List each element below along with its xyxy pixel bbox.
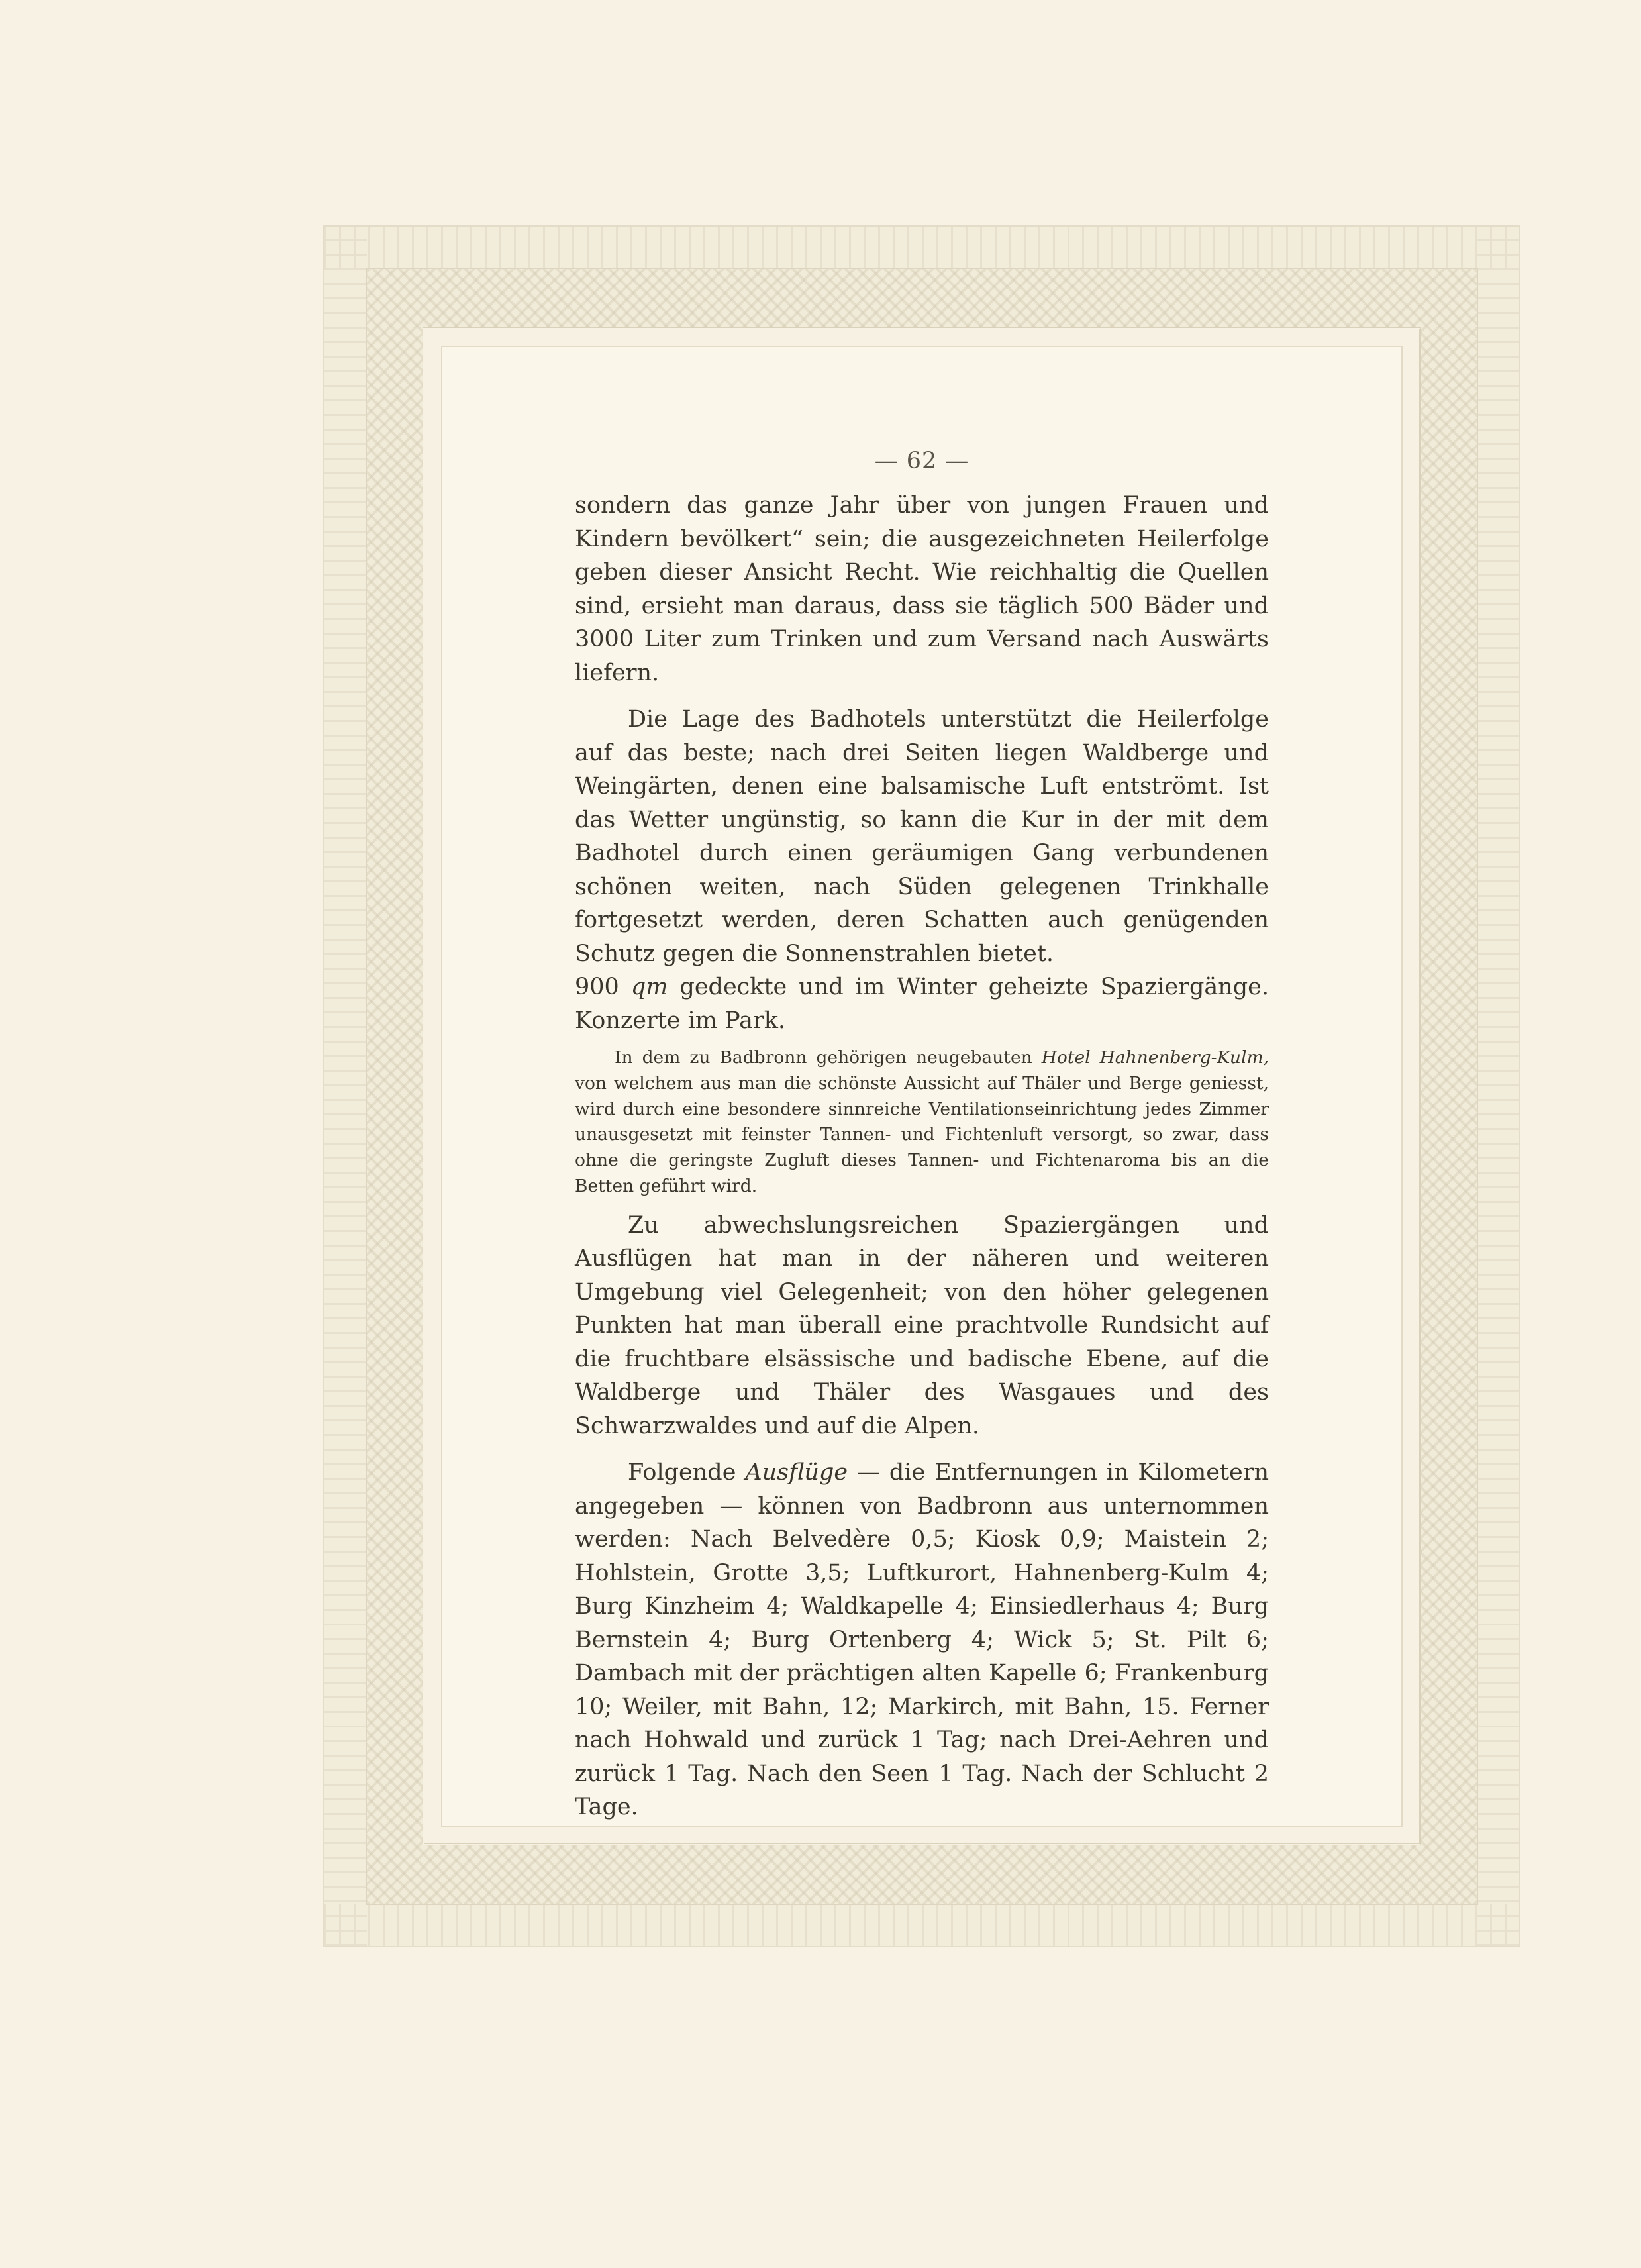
- paragraph-3: Zu abwechslungsreichen Spaziergängen und Ausflügen hat man in der näheren und weiteren Umgebung viel Gelegenheit; von den höher gelegenen Punkten hat man überall eine prachtvolle Rundsicht auf die fruchtbare elsässische und badische Ebene, auf die Waldberge und Thäler des Wasgaues und des Schwarzwaldes und auf die Alpen.: [575, 1211, 1269, 1439]
- paragraph-2: Die Lage des Badhotels unterstützt die Heilerfolge auf das beste; nach drei Seiten liegen Waldberge und Weingärten, denen eine balsamische Luft entströmt. Ist das Wetter ungünstig, so kann die Kur in der mit dem Badhotel durch einen geräumigen Gang verbundenen schönen weiten, nach Süden gelegenen Trinkhalle fortgesetzt werden, deren Schatten auch genügenden Schutz gegen die Sonnenstrahlen bietet.: [575, 706, 1269, 967]
- paragraph-4-italic: Ausflüge: [745, 1459, 848, 1486]
- note-text-start: In dem zu Badbronn gehörigen neugebauten: [615, 1047, 1042, 1068]
- paragraph-1: sondern das ganze Jahr über von jungen Frauen und Kindern bevölkert“ sein; die ausgezeichneten Heilerfolge geben dieser Ansicht Recht. Wie reichhaltig die Quellen sind, ersieht man daraus, dass sie täglich 500 Bäder und 3000 Liter zum Trinken und zum Versand nach Auswärts liefern.: [575, 492, 1269, 686]
- paragraph-4-end: — die Entfernungen in Kilometern angegeben — können von Badbronn aus unternommen werden: Nach Belvedère 0,5; Kiosk 0,9; Maistein 2; Hohlstein, Grotte 3,5; Luftkurort, Hahnenberg-Kulm 4; Burg Kinzheim 4; Waldkapelle 4; Einsiedlerhaus 4; Burg Bernstein 4; Burg Ortenberg 4; Wick 5; St. Pilt 6; Dambach mit der prächtigen alten Kapelle 6; Frankenburg 10; Weiler, mit Bahn, 12; Markirch, mit Bahn, 15. Ferner nach Hohwald und zurück 1 Tag; nach Drei-Aehren und zurück 1 Tag. Nach den Seen 1 Tag. Nach der Schlucht 2 Tage.: [575, 1459, 1269, 1821]
- paragraph-4: [575, 1456, 1269, 1824]
- page-text: [575, 448, 1269, 1824]
- paragraph-4-start: Folgende: [628, 1459, 746, 1486]
- paragraph-2-continued: [575, 970, 1269, 1037]
- note-text-end: von welchem aus man die schönste Aussicht auf Thäler und Berge geniesst, wird durch eine besondere sinnreiche Ventilationseinrichtung jedes Zimmer unausgesetzt mit feinster Tannen- und Fichtenluft versorgt, so zwar, dass ohne die geringste Zugluft dieses Tannen- und Fichtenaroma bis an die Betten geführt wird.: [575, 1072, 1269, 1196]
- paragraph-2b-text-end: gedeckte und im Winter geheizte Spaziergänge. Konzerte im Park.: [575, 974, 1269, 1034]
- note-hotel-name: Hotel Hahnenberg-Kulm,: [1041, 1047, 1269, 1068]
- note-paragraph: [575, 1045, 1269, 1200]
- paragraph-2b-text: 900: [575, 974, 631, 1000]
- page-number: — 62 —: [874, 448, 970, 474]
- paragraph-2b-italic: qm: [630, 974, 668, 1000]
